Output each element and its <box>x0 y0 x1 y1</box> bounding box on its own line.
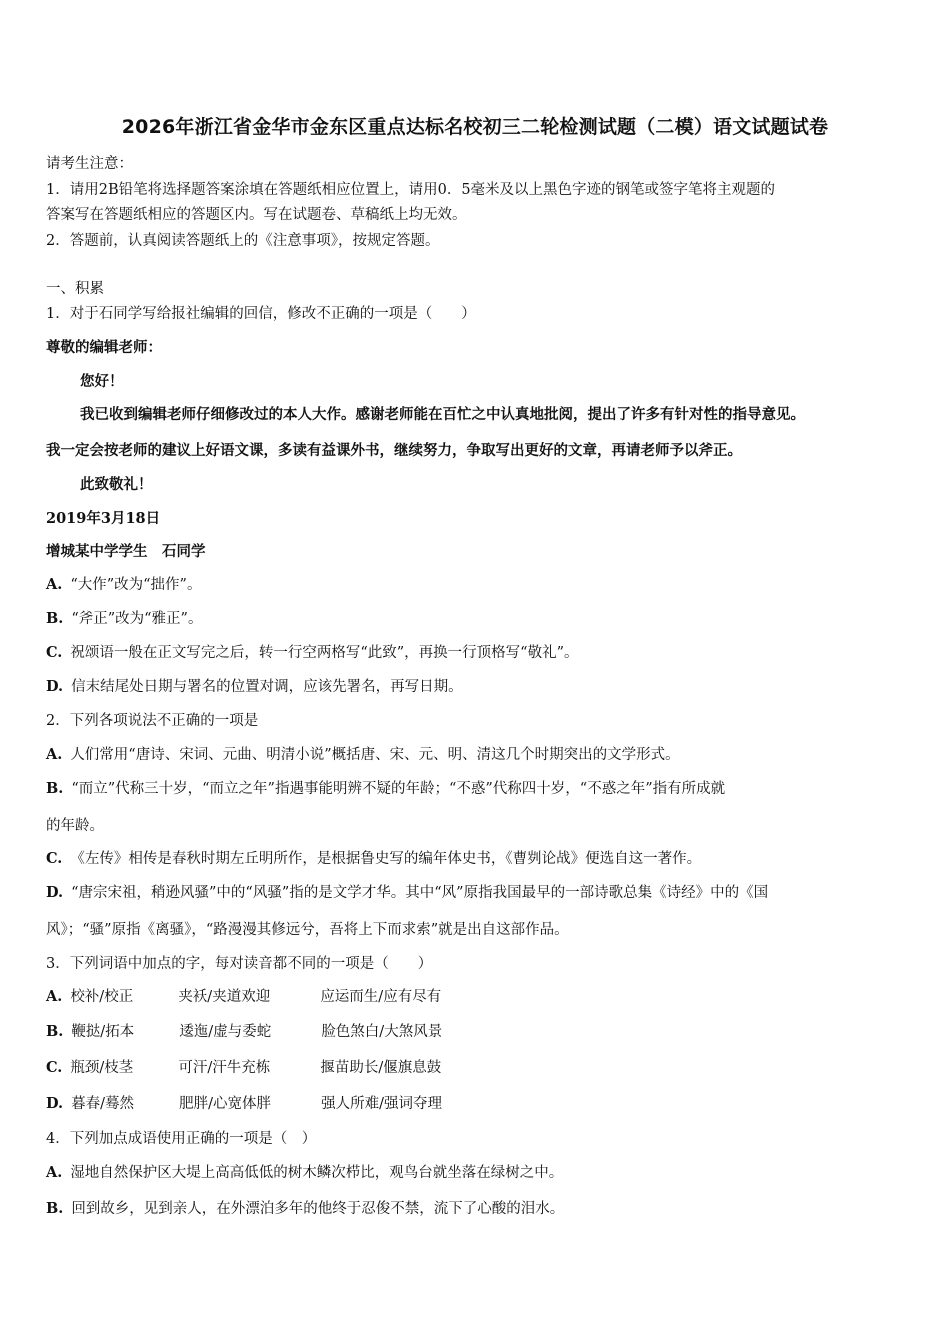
q1-option-a <box>46 573 201 594</box>
option-text: 祝颂语一般在正文写完之后，转一行空两格写“此致”，再换一行顶格写“敬礼”。 <box>70 645 579 661</box>
option-label: A. <box>46 746 63 763</box>
word-pair: 肥胖/心宽体胖 <box>179 1096 271 1112</box>
q3-option-d <box>46 1092 442 1113</box>
word-pair: 强人所难/强词夺理 <box>321 1096 442 1112</box>
option-text: “而立”代称三十岁，“而立之年”指遇事能明辨不疑的年龄；“不惑”代称四十岁，“不惑之年”指有所成就 <box>71 781 726 797</box>
q2-option-c <box>46 847 701 868</box>
option-label: C. <box>46 850 63 867</box>
q2-option-d-cont: 风》；“骚”原指《离骚》，“路漫漫其修远兮，吾将上下而求索”就是出自这部作品。 <box>46 922 569 938</box>
q4-option-a <box>46 1161 563 1182</box>
q2-option-d <box>46 881 768 902</box>
option-text: 信末结尾处日期与署名的位置对调，应该先署名，再写日期。 <box>71 679 463 695</box>
q3-option-a <box>46 985 441 1006</box>
q3-option-b <box>46 1020 442 1041</box>
q3-stem: 3．下列词语中加点的字，每对读音都不同的一项是（ ） <box>46 956 433 972</box>
q1-option-c <box>46 641 579 662</box>
letter-signature: 增城某中学学生 石同学 <box>46 543 206 560</box>
word-pair: 可汗/汗牛充栋 <box>178 1060 271 1076</box>
option-label: C. <box>46 644 63 661</box>
word-pair: 逶迤/虚与委蛇 <box>179 1024 272 1040</box>
option-text: 湿地自然保护区大堤上高高低低的树木鳞次栉比，观鸟台就坐落在绿树之中。 <box>70 1165 564 1181</box>
q1-stem: 1．对于石同学写给报社编辑的回信，修改不正确的一项是（ ） <box>46 306 476 322</box>
option-label: D. <box>46 1095 64 1112</box>
word-pair: 瓶颈/枝茎 <box>70 1060 134 1076</box>
notice-line-1: 1．请用2B铅笔将选择题答案涂填在答题纸相应位置上，请用0．5毫米及以上黑色字迹的钢笔或签字笔将主观题的 <box>46 182 776 198</box>
notice-line-3: 2．答题前，认真阅读答题纸上的《注意事项》，按规定答题。 <box>46 233 440 249</box>
letter-body-2: 我一定会按老师的建议上好语文课，多读有益课外书，继续努力，争取写出更好的文章，再请老师予以斧正。 <box>46 442 742 459</box>
letter-body-1: 我已收到编辑老师仔细修改过的本人大作。感谢老师能在百忙之中认真地批阅，提出了许多有针对性的指导意见。 <box>80 406 805 423</box>
option-text: “斧正”改为“雅正”。 <box>71 611 203 627</box>
option-text: “大作”改为“拙作”。 <box>70 577 202 593</box>
option-label: B. <box>46 1200 64 1217</box>
letter-closing: 此致敬礼！ <box>80 476 153 493</box>
option-label: D. <box>46 678 64 695</box>
q1-option-b <box>46 607 202 628</box>
q2-option-b <box>46 777 725 798</box>
option-label: B. <box>46 780 64 797</box>
word-pair: 揠苗助长/偃旗息鼓 <box>320 1060 442 1076</box>
letter-salutation: 尊敬的编辑老师： <box>46 339 162 356</box>
letter-date: 2019年3月18日 <box>46 510 161 527</box>
q2-option-a <box>46 743 680 764</box>
option-label: B. <box>46 1023 64 1040</box>
q1-option-d <box>46 675 463 696</box>
word-pair: 校补/校正 <box>70 989 134 1005</box>
option-text: 人们常用“唐诗、宋词、元曲、明清小说”概括唐、宋、元、明、清这几个时期突出的文学形式。 <box>70 747 680 763</box>
option-text: 回到故乡，见到亲人，在外漂泊多年的他终于忍俊不禁，流下了心酸的泪水。 <box>71 1201 565 1217</box>
option-label: A. <box>46 988 63 1005</box>
page-title: 2026年浙江省金华市金东区重点达标名校初三二轮检测试题（二模）语文试题试卷 <box>121 116 829 138</box>
word-pair: 脸色煞白/大煞风景 <box>321 1024 443 1040</box>
q4-option-b <box>46 1197 564 1218</box>
word-pair: 夹袄/夹道欢迎 <box>178 989 271 1005</box>
q4-stem: 4．下列加点成语使用正确的一项是（ ） <box>46 1131 317 1147</box>
option-label: B. <box>46 610 64 627</box>
option-label: A. <box>46 1164 63 1181</box>
letter-greeting: 您好！ <box>80 373 124 390</box>
option-label: A. <box>46 576 63 593</box>
word-pair: 鞭挞/拓本 <box>71 1024 135 1040</box>
q2-option-b-cont: 的年龄。 <box>46 818 104 834</box>
notice-heading: 请考生注意： <box>46 156 133 172</box>
word-pair: 应运而生/应有尽有 <box>320 989 442 1005</box>
notice-line-2: 答案写在答题纸相应的答题区内。写在试题卷、草稿纸上均无效。 <box>46 207 467 223</box>
q3-option-c <box>46 1056 441 1077</box>
option-text: “唐宗宋祖，稍逊风骚”中的“风骚”指的是文学才华。其中“风”原指我国最早的一部诗歌总集《诗经》中的《国 <box>71 885 769 901</box>
option-label: C. <box>46 1059 63 1076</box>
option-text: 《左传》相传是春秋时期左丘明所作，是根据鲁史写的编年体史书，《曹刿论战》便选自这一著作。 <box>70 851 702 867</box>
option-label: D. <box>46 884 64 901</box>
q2-stem: 2．下列各项说法不正确的一项是 <box>46 713 259 729</box>
word-pair: 暮春/蓦然 <box>71 1096 134 1112</box>
section-heading: 一、积累 <box>46 281 104 297</box>
